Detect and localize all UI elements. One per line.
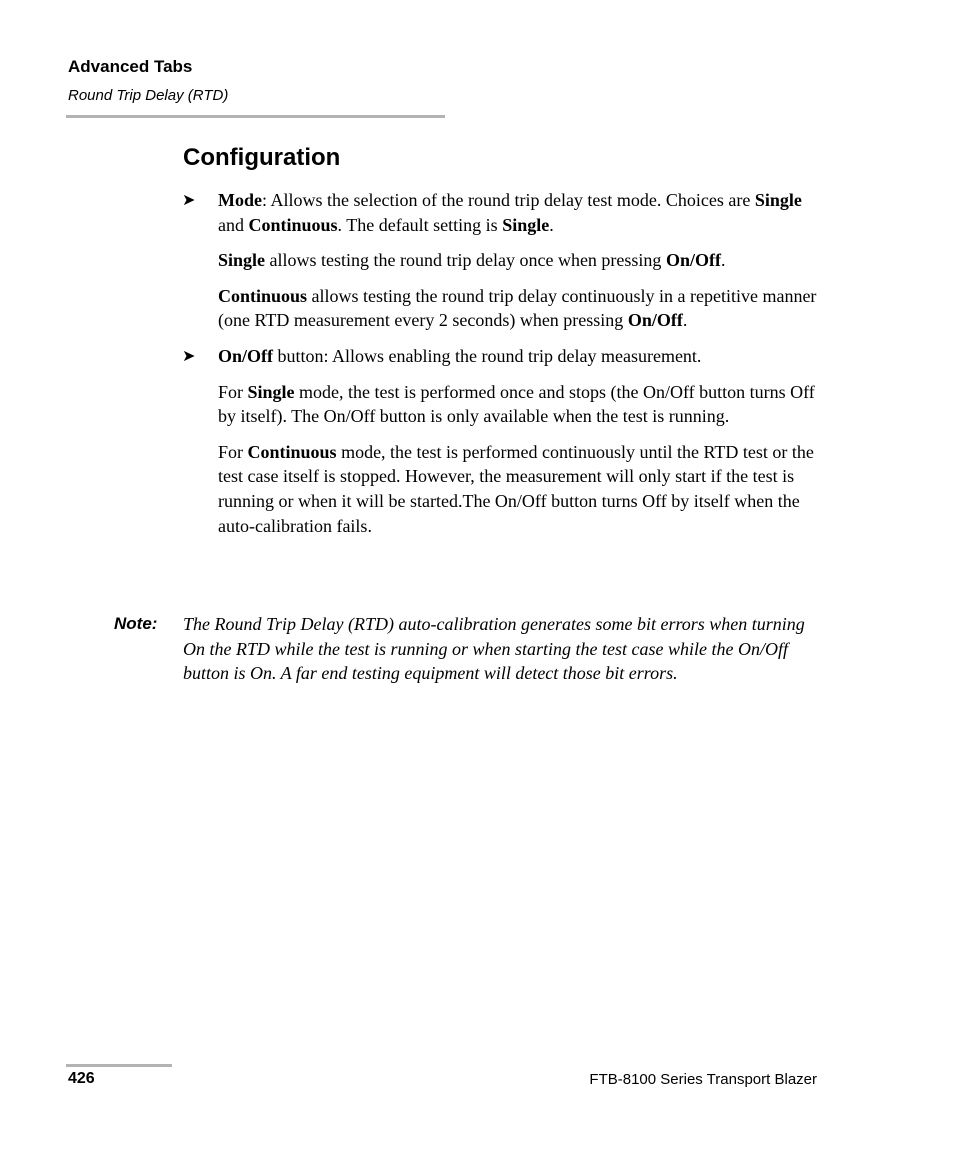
mode-single-paragraph [218, 248, 818, 273]
header-divider [66, 115, 445, 118]
text: mode, the test is performed continuously until the RTD test or the test case itself is stopped. However, the measurement will only start if the test is running or when it will be started.The On/Off button turns Off by itself when the auto-calibration fails. [218, 441, 814, 536]
text: . [720, 250, 726, 271]
onoff-single-paragraph [218, 380, 818, 429]
footer-doc-title: FTB-8100 Series Transport Blazer [589, 1071, 817, 1088]
text: . [682, 310, 688, 331]
term-single: Single [218, 250, 266, 271]
text: For [218, 381, 248, 402]
text: . [549, 214, 554, 235]
text: . The default setting is [337, 214, 503, 235]
term-onoff: On/Off [627, 310, 683, 331]
content-body [182, 188, 818, 549]
term-continuous: Continuous [248, 214, 338, 235]
page-number: 426 [68, 1070, 95, 1087]
text: allows testing the round trip delay continuously in a repetitive manner (one RTD measurement every 2 seconds) when pressing [218, 285, 817, 331]
term-continuous: Continuous [218, 285, 308, 306]
section-subtitle: Round Trip Delay (RTD) [68, 87, 229, 104]
note-label: Note: [114, 614, 158, 633]
chapter-title: Advanced Tabs [68, 57, 193, 76]
mode-continuous-paragraph [218, 284, 818, 333]
arrow-bullet-icon: ➤ [182, 347, 196, 365]
text: and [218, 214, 249, 235]
text: mode, the test is performed once and stops (the On/Off button turns Off by itself). The On/Off button is only available when the test is running. [218, 381, 815, 427]
note-text: The Round Trip Delay (RTD) auto-calibration generates some bit errors when turning On the RTD while the test is running or when starting the test case while the On/Off button is On. A far end testing equipment will detect those bit errors. [183, 614, 805, 684]
term-single: Single [502, 214, 550, 235]
term-onoff: On/Off [218, 345, 274, 366]
term-continuous: Continuous [247, 441, 337, 462]
text: For [218, 441, 248, 462]
text: allows testing the round trip delay once when pressing [265, 250, 666, 271]
term-single: Single [754, 190, 802, 210]
arrow-bullet-icon: ➤ [182, 192, 196, 209]
footer-divider [66, 1064, 172, 1067]
bullet-onoff [182, 344, 818, 369]
text: button: Allows enabling the round trip delay measurement. [273, 345, 702, 366]
term-onoff: On/Off [665, 250, 721, 271]
text: : Allows the selection of the round trip delay test mode. Choices are [262, 190, 755, 210]
bullet-mode [182, 188, 818, 237]
page-title: Configuration [183, 144, 341, 171]
term-mode: Mode [218, 190, 262, 210]
onoff-continuous-paragraph [218, 440, 818, 538]
term-single: Single [247, 381, 295, 402]
